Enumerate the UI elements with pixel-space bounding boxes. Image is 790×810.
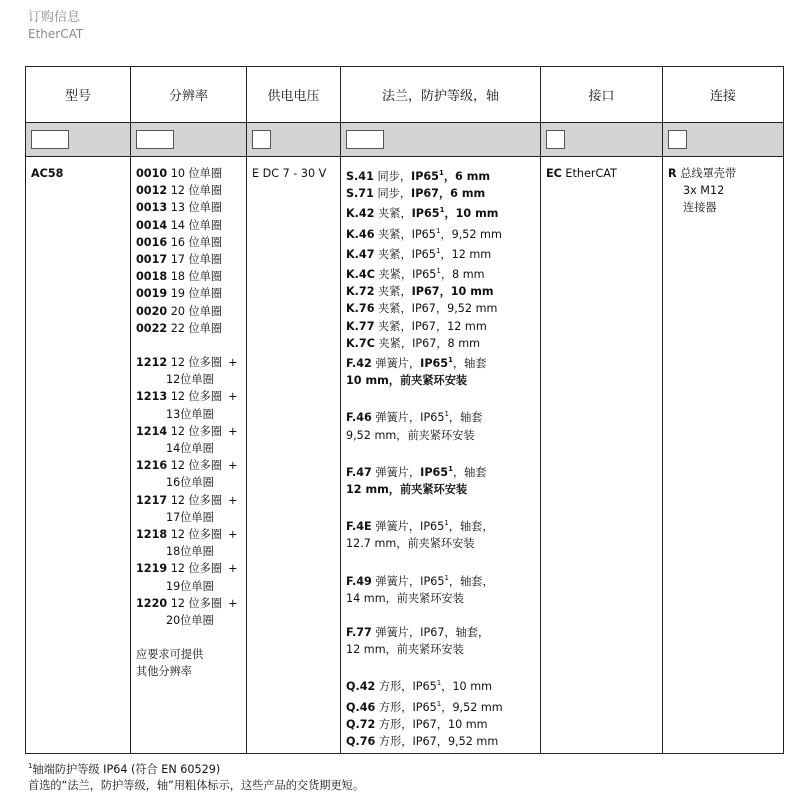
resolution-option bbox=[136, 354, 242, 371]
plus-sign: + bbox=[228, 528, 238, 542]
connection-code: R bbox=[668, 167, 677, 180]
ip-value: IP65 bbox=[411, 227, 436, 241]
plus-sign: + bbox=[228, 356, 238, 370]
interface-code: EC bbox=[546, 167, 562, 180]
resolution-text: 19 位单圈 bbox=[170, 287, 223, 301]
resolution-option bbox=[136, 560, 242, 577]
connection-option bbox=[668, 165, 779, 182]
resolution-code: 0017 bbox=[136, 253, 168, 267]
ip-rating bbox=[412, 228, 441, 241]
ip-rating bbox=[420, 411, 449, 424]
page-title: 订购信息 bbox=[28, 10, 81, 25]
interface-code-input[interactable] bbox=[546, 130, 565, 149]
resolution-text: 10 位单圈 bbox=[170, 167, 223, 180]
resolution-option bbox=[136, 457, 242, 474]
flange-code: S.41 bbox=[346, 170, 374, 183]
flange-code: K.47 bbox=[346, 247, 375, 261]
voltage-cell bbox=[247, 157, 341, 754]
ip-rating bbox=[420, 520, 449, 533]
flange-text: 夹紧， bbox=[378, 268, 413, 282]
flange-after: ，轴套 bbox=[452, 357, 487, 371]
spacer bbox=[346, 444, 536, 461]
resolution-option bbox=[136, 303, 242, 320]
ip-rating bbox=[412, 701, 441, 714]
flange-text: 弹簧片， bbox=[375, 626, 421, 640]
options-row bbox=[26, 157, 784, 754]
flange-after: ，轴套 bbox=[452, 465, 487, 479]
flange-after: ，轴套， bbox=[444, 626, 490, 640]
resolution-code: 1216 bbox=[136, 459, 168, 473]
flange-text: 方形， bbox=[378, 700, 413, 714]
resolution-code: 0019 bbox=[136, 287, 168, 301]
ip-value: IP67 bbox=[412, 735, 437, 749]
flange-text: 夹紧， bbox=[378, 285, 412, 299]
code-input-row bbox=[26, 123, 784, 157]
connection-line3: 连接器 bbox=[683, 201, 717, 215]
ip-value: IP65 bbox=[420, 357, 449, 371]
ip-rating bbox=[412, 268, 441, 281]
resolution-text-line2: 20位单圈 bbox=[166, 614, 214, 628]
flange-shaft: ，10 mm bbox=[441, 680, 493, 694]
flange-code: K.76 bbox=[346, 302, 375, 316]
flange-shaft: ，8 mm bbox=[436, 336, 481, 350]
flange-code: K.72 bbox=[346, 285, 375, 299]
resolution-text: 20 位单圈 bbox=[170, 304, 223, 318]
resolution-code: 0020 bbox=[136, 304, 168, 318]
flange-text: 方形， bbox=[378, 680, 413, 694]
flange-text: 弹簧片， bbox=[375, 465, 421, 479]
plus-sign: + bbox=[228, 493, 238, 507]
flange-shaft: ，10 mm bbox=[439, 285, 494, 299]
flange-code: K.46 bbox=[346, 227, 375, 241]
resolution-text: 12 位多圈 bbox=[170, 528, 223, 542]
footnote-marker: 1 bbox=[28, 762, 33, 770]
flange-code: F.46 bbox=[346, 411, 372, 425]
ip-rating bbox=[412, 680, 441, 693]
flange-option bbox=[346, 223, 536, 243]
flange-text: 弹簧片， bbox=[375, 411, 421, 425]
resolution-code: 0014 bbox=[136, 218, 168, 232]
ip-rating bbox=[412, 718, 436, 731]
resolution-text-line2: 12位单圈 bbox=[166, 373, 214, 387]
flange-cell bbox=[341, 157, 541, 754]
ip-footnote-marker: 1 bbox=[435, 246, 441, 255]
resolution-text: 12 位多圈 bbox=[170, 459, 223, 473]
flange-option bbox=[346, 318, 536, 335]
resolution-code: 1214 bbox=[136, 424, 168, 438]
ip-value: IP65 bbox=[420, 520, 445, 534]
flange-after: ，轴套， bbox=[448, 520, 494, 534]
ip-rating bbox=[412, 320, 436, 333]
resolution-text: 12 位多圈 bbox=[170, 596, 223, 610]
model-cell bbox=[26, 157, 131, 754]
ip-value: IP65 bbox=[411, 170, 439, 183]
connection-line2: 3x M12 bbox=[683, 184, 725, 198]
flange-option bbox=[346, 570, 536, 590]
spacer bbox=[346, 389, 536, 406]
ip-footnote-marker: 1 bbox=[444, 519, 449, 528]
ip-footnote-marker: 1 bbox=[436, 679, 442, 688]
ip-rating bbox=[412, 207, 445, 220]
flange-text-line2: 14 mm，前夹紧环安装 bbox=[346, 591, 464, 605]
ip-rating bbox=[412, 248, 441, 261]
flange-shaft: ，8 mm bbox=[440, 268, 485, 282]
flange-option bbox=[346, 733, 536, 750]
ip-value: IP65 bbox=[420, 411, 445, 425]
resolution-code: 1213 bbox=[136, 390, 168, 404]
resolution-code: 1218 bbox=[136, 528, 168, 542]
ip-value: IP65 bbox=[411, 207, 440, 221]
resolution-code: 0010 bbox=[136, 167, 168, 180]
flange-code: Q.46 bbox=[346, 700, 376, 714]
flange-option bbox=[346, 515, 536, 535]
resolution-code: 0018 bbox=[136, 270, 168, 284]
spacer bbox=[346, 498, 536, 515]
interface-option bbox=[546, 165, 658, 182]
ip-rating bbox=[412, 302, 436, 315]
resolution-text: 14 位单圈 bbox=[170, 218, 223, 232]
resolution-note: 应要求可提供 bbox=[136, 648, 204, 662]
voltage-value: E DC 7 - 30 V bbox=[252, 167, 327, 180]
flange-text: 同步， bbox=[377, 170, 412, 183]
footnote bbox=[28, 758, 364, 794]
ip-value: IP67 bbox=[411, 302, 436, 316]
ip-rating bbox=[411, 170, 444, 183]
ip-footnote-marker: 1 bbox=[444, 410, 449, 419]
resolution-option bbox=[136, 234, 242, 251]
ip-rating bbox=[420, 575, 449, 588]
resolution-text-line2: 14位单圈 bbox=[166, 442, 214, 456]
ip-value: IP65 bbox=[412, 700, 437, 714]
resolution-text: 18 位单圈 bbox=[170, 270, 223, 284]
footnote-text: 轴端防护等级 IP64 (符合 EN 60529) bbox=[32, 763, 221, 776]
flange-shaft: ，10 mm bbox=[436, 717, 488, 731]
resolution-option bbox=[136, 595, 242, 612]
ip-footnote-marker: 1 bbox=[444, 573, 449, 582]
ip-footnote-marker: 1 bbox=[448, 356, 453, 365]
ip-rating bbox=[420, 357, 453, 370]
ip-rating bbox=[412, 285, 440, 298]
flange-option bbox=[346, 461, 536, 481]
flange-text-line2: 12.7 mm，前夹紧环安装 bbox=[346, 537, 475, 551]
flange-code: F.77 bbox=[346, 626, 372, 640]
flange-option bbox=[346, 716, 536, 733]
flange-shaft: ，6 mm bbox=[443, 170, 491, 183]
resolution-cell bbox=[131, 157, 247, 754]
header-row bbox=[26, 67, 784, 123]
order-table bbox=[25, 66, 784, 754]
resolution-code: 1220 bbox=[136, 596, 168, 610]
flange-text: 夹紧， bbox=[378, 319, 412, 333]
resolution-text: 12 位多圈 bbox=[170, 493, 223, 507]
flange-text: 弹簧片， bbox=[375, 357, 421, 371]
flange-code: Q.72 bbox=[346, 717, 376, 731]
flange-text: 夹紧， bbox=[378, 302, 412, 316]
resolution-option bbox=[136, 388, 242, 405]
resolution-code-input[interactable] bbox=[136, 130, 174, 149]
page-header bbox=[28, 10, 83, 42]
spacer bbox=[136, 337, 242, 354]
flange-shaft: ，9,52 mm bbox=[441, 700, 503, 714]
flange-option bbox=[346, 283, 536, 300]
resolution-code: 0022 bbox=[136, 321, 168, 335]
resolution-option bbox=[136, 423, 242, 440]
ip-rating bbox=[412, 337, 436, 350]
resolution-code: 1217 bbox=[136, 493, 168, 507]
flange-text: 方形， bbox=[378, 717, 413, 731]
flange-code: K.77 bbox=[346, 319, 375, 333]
interface-cell bbox=[541, 157, 663, 754]
flange-option bbox=[346, 202, 536, 222]
connection-line1: 总线罩壳带 bbox=[680, 167, 737, 180]
ip-value: IP67 bbox=[412, 336, 437, 350]
col-header-flange: 法兰，防护等级，轴 bbox=[341, 67, 541, 123]
ip-value: IP67 bbox=[411, 285, 440, 299]
flange-text: 夹紧， bbox=[378, 227, 412, 241]
plus-sign: + bbox=[228, 596, 238, 610]
flange-after: ，轴套 bbox=[448, 411, 483, 425]
resolution-option bbox=[136, 217, 242, 234]
resolution-option bbox=[136, 182, 242, 199]
ip-footnote-marker: 1 bbox=[436, 699, 442, 708]
resolution-option bbox=[136, 268, 242, 285]
flange-text: 方形， bbox=[378, 735, 413, 749]
flange-text: 弹簧片， bbox=[375, 574, 421, 588]
ip-rating bbox=[420, 626, 444, 639]
resolution-option bbox=[136, 492, 242, 509]
resolution-code: 0016 bbox=[136, 235, 168, 249]
resolution-option bbox=[136, 285, 242, 302]
resolution-option bbox=[136, 320, 242, 337]
footnote-line2: 首选的“法兰，防护等级，轴”用粗体标示，这些产品的交货期更短。 bbox=[28, 779, 365, 792]
flange-code: F.42 bbox=[346, 357, 372, 371]
plus-sign: + bbox=[228, 390, 238, 404]
flange-shaft: ，12 mm bbox=[440, 247, 492, 261]
resolution-option bbox=[136, 251, 242, 268]
resolution-note: 其他分辨率 bbox=[136, 665, 192, 679]
spacer bbox=[346, 553, 536, 570]
ip-value: IP65 bbox=[412, 268, 437, 282]
ip-footnote-marker: 1 bbox=[438, 169, 444, 177]
flange-text: 弹簧片， bbox=[375, 520, 421, 534]
flange-text-line2: 12 mm，前夹紧环安装 bbox=[346, 483, 468, 497]
resolution-text: 22 位单圈 bbox=[170, 321, 223, 335]
connection-cell bbox=[663, 157, 784, 754]
flange-option bbox=[346, 352, 536, 372]
resolution-code: 0013 bbox=[136, 201, 168, 215]
ip-rating bbox=[411, 187, 439, 200]
ip-value: IP67 bbox=[420, 626, 445, 640]
flange-option bbox=[346, 624, 536, 641]
col-header-model: 型号 bbox=[26, 67, 131, 123]
flange-code: F.49 bbox=[346, 574, 372, 588]
ip-value: IP67 bbox=[411, 319, 436, 333]
flange-shaft: ，9,52 mm bbox=[435, 302, 498, 316]
resolution-text: 12 位多圈 bbox=[170, 390, 223, 404]
footnote-line1 bbox=[28, 758, 364, 778]
model-value: AC58 bbox=[31, 167, 64, 180]
spacer bbox=[346, 658, 536, 675]
flange-option bbox=[346, 165, 536, 185]
flange-text: 同步， bbox=[377, 187, 412, 201]
flange-text: 夹紧， bbox=[378, 207, 412, 221]
flange-text: 夹紧， bbox=[378, 336, 413, 350]
flange-code-input[interactable] bbox=[346, 130, 384, 149]
flange-code: Q.76 bbox=[346, 735, 376, 749]
plus-sign: + bbox=[228, 459, 238, 473]
col-header-voltage: 供电电压 bbox=[247, 67, 341, 123]
resolution-code: 0012 bbox=[136, 184, 168, 198]
ip-value: IP67 bbox=[411, 187, 439, 201]
flange-code: S.71 bbox=[346, 187, 374, 201]
col-header-resolution: 分辨率 bbox=[131, 67, 247, 123]
flange-shaft: ，10 mm bbox=[444, 207, 499, 221]
resolution-code: 1219 bbox=[136, 562, 168, 576]
flange-code: Q.42 bbox=[346, 680, 376, 694]
resolution-option bbox=[136, 199, 242, 216]
page-subtitle: EtherCAT bbox=[28, 27, 84, 41]
flange-after: ，轴套， bbox=[448, 574, 494, 588]
flange-code: F.4E bbox=[346, 520, 372, 534]
resolution-text: 12 位多圈 bbox=[170, 424, 223, 438]
connection-code-input[interactable] bbox=[668, 130, 687, 149]
flange-option bbox=[346, 406, 536, 426]
flange-text-line2: 10 mm，前夹紧环安装 bbox=[346, 374, 468, 388]
flange-option bbox=[346, 185, 536, 202]
flange-option bbox=[346, 675, 536, 695]
ip-rating bbox=[412, 735, 436, 748]
ip-value: IP65 bbox=[411, 247, 436, 261]
flange-option bbox=[346, 335, 536, 352]
flange-code: K.42 bbox=[346, 207, 375, 221]
plus-sign: + bbox=[228, 562, 238, 576]
flange-shaft: ，9,52 mm bbox=[436, 735, 499, 749]
spacer bbox=[136, 629, 242, 646]
plus-sign: + bbox=[228, 424, 238, 438]
spacer bbox=[346, 607, 536, 624]
resolution-text: 13 位单圈 bbox=[170, 201, 223, 215]
resolution-text: 12 位多圈 bbox=[170, 562, 223, 576]
resolution-text-line2: 19位单圈 bbox=[166, 579, 214, 593]
flange-code: F.47 bbox=[346, 465, 372, 479]
flange-option bbox=[346, 300, 536, 317]
flange-shaft: ，12 mm bbox=[435, 319, 487, 333]
ip-rating bbox=[420, 466, 453, 479]
resolution-option bbox=[136, 165, 242, 182]
resolution-code: 1212 bbox=[136, 356, 168, 370]
ip-footnote-marker: 1 bbox=[436, 267, 441, 276]
resolution-text: 12 位多圈 bbox=[170, 356, 223, 370]
ip-footnote-marker: 1 bbox=[435, 226, 441, 235]
voltage-code-input[interactable] bbox=[252, 130, 271, 149]
resolution-option bbox=[136, 526, 242, 543]
interface-text: EtherCAT bbox=[565, 167, 617, 180]
flange-code: K.7C bbox=[346, 336, 375, 350]
flange-option bbox=[346, 696, 536, 716]
flange-shaft: ，9,52 mm bbox=[440, 227, 502, 241]
flange-code: K.4C bbox=[346, 268, 375, 282]
flange-text-line2: 9,52 mm，前夹紧环安装 bbox=[346, 428, 475, 442]
ip-value: IP65 bbox=[420, 574, 445, 588]
flange-text-line2: 12 mm，前夹紧环安装 bbox=[346, 643, 464, 657]
flange-option bbox=[346, 263, 536, 283]
ip-value: IP65 bbox=[412, 680, 437, 694]
flange-shaft: ，6 mm bbox=[438, 187, 486, 201]
resolution-text: 16 位单圈 bbox=[170, 235, 223, 249]
col-header-connection: 连接 bbox=[663, 67, 784, 123]
resolution-text-line2: 16位单圈 bbox=[166, 476, 214, 490]
ip-value: IP65 bbox=[420, 465, 449, 479]
resolution-text-line2: 13位单圈 bbox=[166, 407, 214, 421]
ip-value: IP67 bbox=[412, 717, 437, 731]
resolution-text-line2: 18位单圈 bbox=[166, 545, 214, 559]
resolution-text: 12 位单圈 bbox=[170, 184, 223, 198]
ip-footnote-marker: 1 bbox=[439, 206, 445, 215]
resolution-text-line2: 17位单圈 bbox=[166, 510, 214, 524]
model-code-input[interactable] bbox=[31, 130, 69, 149]
ip-footnote-marker: 1 bbox=[448, 464, 453, 473]
resolution-text: 17 位单圈 bbox=[170, 253, 223, 267]
col-header-interface: 接口 bbox=[541, 67, 663, 123]
flange-text: 夹紧， bbox=[378, 247, 412, 261]
flange-option bbox=[346, 243, 536, 263]
